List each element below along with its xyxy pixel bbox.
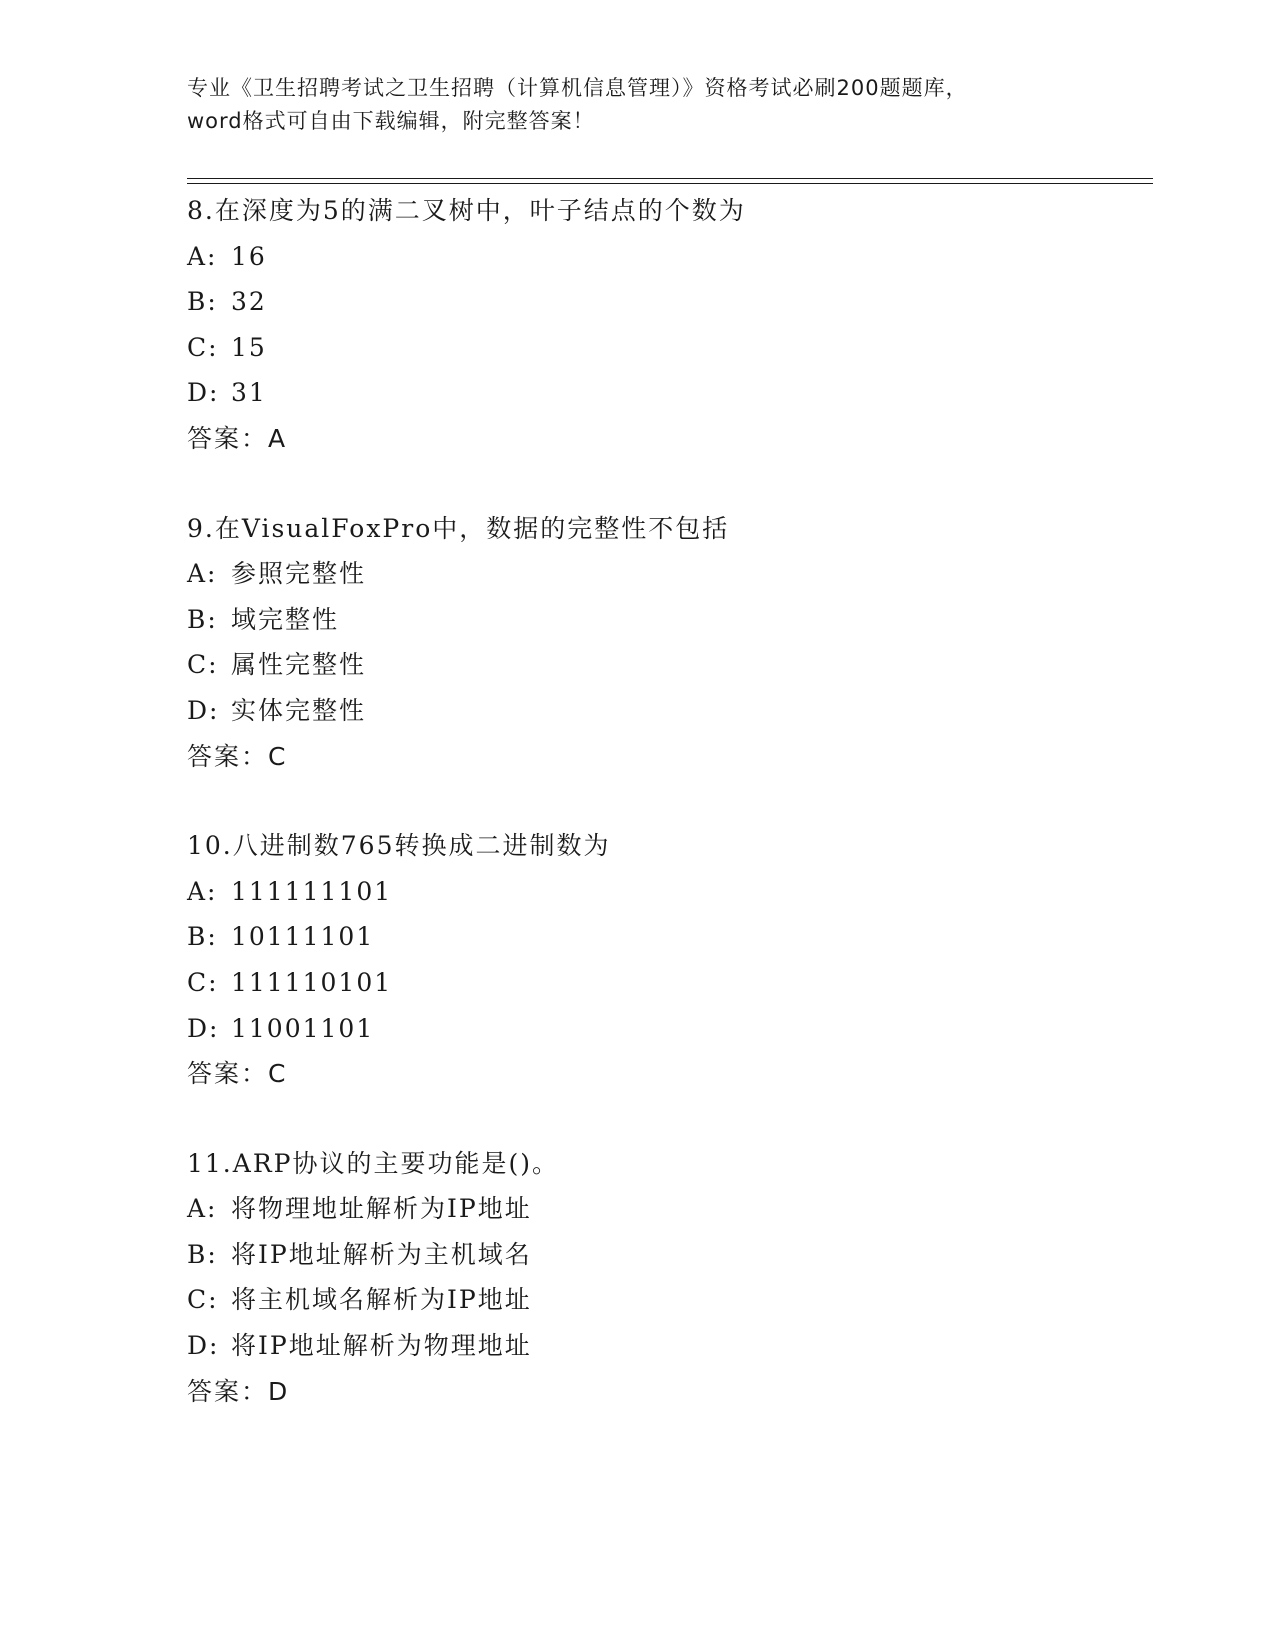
option-letter: B: — [187, 922, 218, 952]
option-a — [187, 1186, 1153, 1232]
question-stem: 10.八进制数765转换成二进制数为 — [187, 831, 611, 861]
question-11 — [187, 1141, 1153, 1415]
option-d — [187, 370, 1153, 416]
option-a — [187, 234, 1153, 280]
option-text: 属性完整性 — [231, 650, 367, 680]
option-letter: A: — [187, 1194, 218, 1224]
question-8 — [187, 188, 1153, 462]
option-text: 111111101 — [231, 876, 393, 906]
option-letter: A: — [187, 241, 218, 271]
option-a — [187, 869, 1153, 915]
question-9 — [187, 506, 1153, 780]
option-text: 域完整性 — [231, 604, 340, 634]
option-letter: C: — [187, 332, 219, 362]
option-c — [187, 325, 1153, 371]
question-list — [187, 188, 1153, 1458]
option-c — [187, 1277, 1153, 1323]
option-d — [187, 1006, 1153, 1052]
option-text: 10111101 — [231, 922, 375, 952]
option-d — [187, 688, 1153, 734]
header-line-1: 专业《卫生招聘考试之卫生招聘（计算机信息管理）》资格考试必刷200题题库， — [187, 76, 968, 100]
option-text: 32 — [231, 287, 267, 317]
option-b — [187, 914, 1153, 960]
option-a — [187, 551, 1153, 597]
option-letter: A: — [187, 876, 218, 906]
option-text: 将IP地址解析为主机域名 — [231, 1239, 532, 1269]
option-text: 111110101 — [231, 967, 393, 997]
option-letter: C: — [187, 1285, 219, 1315]
option-letter: D: — [187, 1013, 220, 1043]
option-text: 31 — [231, 378, 267, 408]
answer-label: 答案：C — [187, 741, 288, 771]
option-letter: C: — [187, 967, 219, 997]
option-c — [187, 642, 1153, 688]
answer-label: 答案：A — [187, 423, 288, 453]
document-header — [187, 72, 1087, 138]
option-letter: C: — [187, 650, 219, 680]
option-letter: B: — [187, 604, 218, 634]
option-b — [187, 597, 1153, 643]
option-b — [187, 279, 1153, 325]
option-letter: A: — [187, 559, 218, 589]
question-stem: 8.在深度为5的满二叉树中，叶子结点的个数为 — [187, 196, 746, 225]
option-text: 将IP地址解析为物理地址 — [231, 1331, 532, 1361]
option-letter: B: — [187, 287, 218, 317]
question-stem: 9.在VisualFoxPro中，数据的完整性不包括 — [187, 513, 730, 543]
header-divider-top — [187, 178, 1153, 179]
option-text: 11001101 — [231, 1013, 375, 1043]
option-text: 将主机域名解析为IP地址 — [231, 1285, 532, 1315]
header-divider-bottom — [187, 183, 1153, 184]
option-text: 将物理地址解析为IP地址 — [231, 1194, 532, 1224]
option-text: 实体完整性 — [231, 695, 367, 725]
option-d — [187, 1323, 1153, 1369]
option-b — [187, 1232, 1153, 1278]
option-text: 15 — [231, 332, 267, 362]
option-letter: D: — [187, 1331, 220, 1361]
question-10 — [187, 823, 1153, 1097]
option-text: 16 — [231, 241, 267, 271]
option-c — [187, 960, 1153, 1006]
header-line-2: word格式可自由下载编辑，附完整答案！ — [187, 109, 595, 133]
option-letter: B: — [187, 1239, 218, 1269]
option-letter: D: — [187, 695, 220, 725]
answer-label: 答案：C — [187, 1059, 288, 1089]
question-stem: 11.ARP协议的主要功能是()。 — [187, 1148, 559, 1178]
answer-label: 答案：D — [187, 1376, 290, 1406]
option-text: 参照完整性 — [231, 559, 367, 589]
option-letter: D: — [187, 378, 220, 408]
